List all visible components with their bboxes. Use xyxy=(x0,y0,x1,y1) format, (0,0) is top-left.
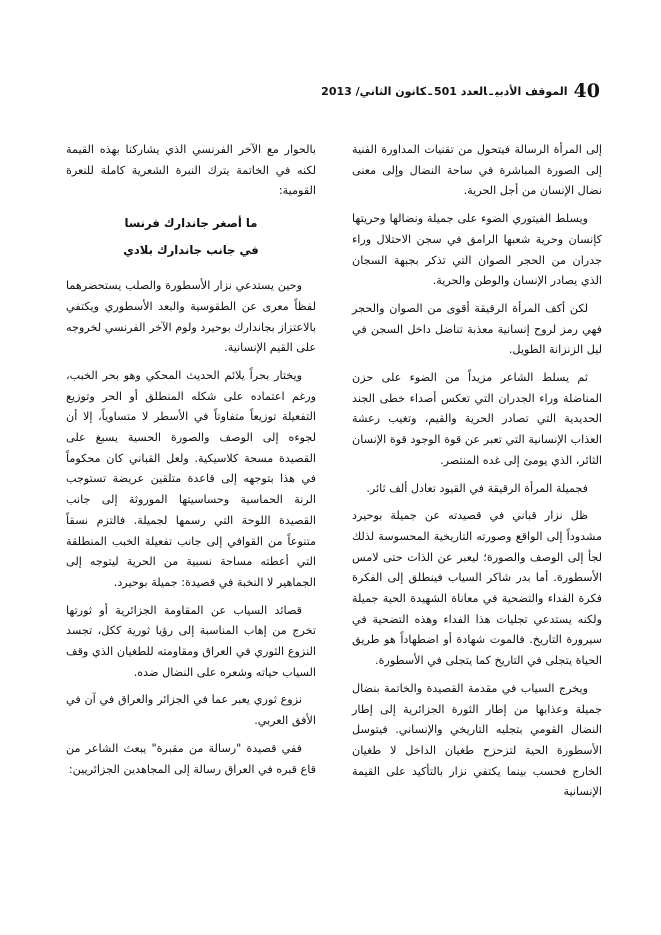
right-column xyxy=(352,140,602,810)
magazine-info: الموقف الأدبيـالعدد 501ـكانون الثاني/ 2013 xyxy=(321,84,568,98)
running-header xyxy=(321,76,600,106)
verse-line: ما أصغر جاندارك فرنسا xyxy=(124,216,258,231)
page-number: 40 xyxy=(573,80,600,102)
paragraph: إلى المرأة الرسالة فيتحول من تقنيات المداورة الفنية إلى الصورة المباشرة في ساحة النضال وإلى معنى نضال الإنسان من أجل الحرية. xyxy=(352,143,602,198)
paragraph: فجميلة المرأة الرقيقة في القيود تعادل ألف ثائر. xyxy=(366,481,588,495)
paragraph: نزوع ثوري يعبر عما في الجزائر والعراق في آن في الأفق العربي. xyxy=(66,693,316,728)
left-column xyxy=(66,140,316,787)
paragraph: ويختار بحراً يلائم الحديث المحكي وهو بحر الخبب، ورغم اعتماده على شكله المنطلق أو الحر وتوزيع التفعيلة توزيعاً متفاوتاً في الأسطر لا متساوياً، إلا أن لجوءه إلى الوصف والصورة الحسية يسبغ على القصيدة مسحة كلاسيكية. ولعل القباني كان محكوماً في هذا بتوجهه إلى قاعدة متلقين عريضة تستوجب الرنة الحماسية وحساسيتها الموروثة إلى جانب القصيدة اللوحة التي رسمها لجميلة. فالتزم نسقاً متنوعاً من القوافي إلى جانب تفعيلة الخبب المنطلقة التي أعطته مساحة نسبية من الحرية ليتوجه إلى الجماهير لا النخبة في قصيدة: جميلة بوحيرد. xyxy=(66,368,316,589)
magazine-name: الموقف الأدبي xyxy=(495,84,568,98)
paragraph: لكن أكف المرأة الرقيقة أقوى من الصوان والحجر فهي رمز لروح إنسانية معذبة تناضل داخل السجن في ليل الزنزانة الطويل. xyxy=(352,301,602,357)
paragraph: ظل نزار قباني في قصيدته عن جميلة بوحيرد مشدوداً إلى الواقع وصورته التاريخية المحسوسة لذلك لجأ إلى الوصف والصورة؛ ليعبر عن الذات حتى لامس الأسطورة. أما بدر شاكر السياب فينطلق إلى الفكرة فكرة الفداء والتضحية في معاناة الشهيدة الحية جميلة ولكنه يستدعي تجليات هذا الفداء وهذه التضحية في سيرورة التاريخ. فالموت شهادة أو اضطهاداً هو طريق الحياة يتجلى في التاريخ كما يتجلى في الأسطورة. xyxy=(352,509,602,668)
issue-date: كانون الثاني/ 2013 xyxy=(321,84,427,98)
verse-line: في جانب جاندارك بلادي xyxy=(123,243,259,258)
paragraph: بالحوار مع الآخر الفرنسي الذي يشاركنا بهذه القيمة لكنه في الخاتمة يترك النبرة الشعرية كاملة للنعرة القومية: xyxy=(66,143,316,198)
paragraph: ففي قصيدة "رسالة من مقبرة" يبعث الشاعر من قاع قبره في العراق رسالة إلى المجاهدين الجزائريين: xyxy=(66,741,316,776)
paragraph: ثم يسلط الشاعر مزيداً من الضوء على حزن المناضلة وراء الجدران التي تعكس أصداء خطى الجند الحديدية التي تصادر الحرية والقيم، وتغيب رعشة العذاب الإنسانية التي تعبر عن قوة الوجود قوة الإنسان الثائر، الذي يومئ إلى غده المنتصر. xyxy=(352,371,602,467)
paragraph: وحين يستدعي نزار الأسطورة والصلب يستحضرهما لفظاً معرى عن الطقوسية والبعد الأسطوري ويكتفي بالاعتزاز بجاندارك بوحيرد ولوم الآخر الفرنسي لخروجه على القيم الإنسانية. xyxy=(66,279,316,355)
paragraph: ويخرج السياب في مقدمة القصيدة والخاتمة بنضال جميلة وعذابها من إطار الثورة الجزائرية إلى إطار النضال القومي بتجليه التاريخي والإنساني. فيتوسل الأسطورة الحية لتزحزح طغيان الداخل لا طغيان الخارج فحسب بينما يكتفي نزار بالتأكيد على القيمة الإنسانية xyxy=(352,681,602,799)
poem-verse xyxy=(66,210,316,264)
paragraph: ويسلط الفيتوري الضوء على جميلة ونضالها وحريتها كإنسان وحرية شعبها الرامق في سجن الاحتلال وراء جدران من الحجر الصوان التي تذكر بجبهة السجان الذي يصادر الإنسان والوطن والحرية. xyxy=(352,212,602,288)
paragraph: قصائد السياب عن المقاومة الجزائرية أو ثورتها تخرج من إهاب المناسبة إلى رؤيا ثورية ككل، تجسد النزوع الثوري في العراق ومقاومته للطغيان الذي وقف السياب حياته وشعره على النضال ضده. xyxy=(66,603,316,679)
issue-number: العدد 501 xyxy=(433,84,488,98)
